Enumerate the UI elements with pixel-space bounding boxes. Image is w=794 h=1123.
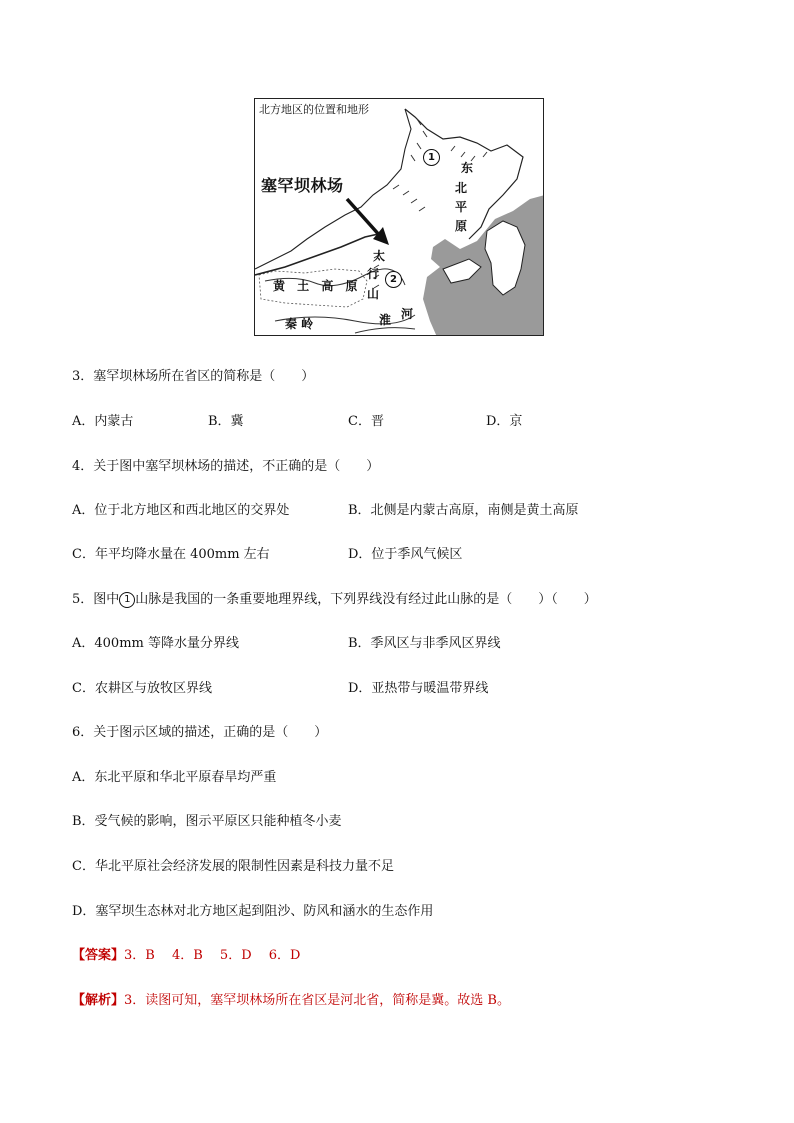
taihang-char-2: 行 xyxy=(367,267,380,281)
taihang-char-3: 山 xyxy=(367,287,380,301)
map-graphic xyxy=(255,99,544,336)
q3-option-c: C．晋 xyxy=(348,414,384,429)
question-6-stem: 6．关于图示区域的描述，正确的是（ ） xyxy=(72,725,328,740)
q3-option-d: D．京 xyxy=(486,414,523,429)
q4-option-c: C．年平均降水量在 400mm 左右 xyxy=(72,547,270,562)
question-5-stem xyxy=(72,588,597,608)
question-3-stem: 3．塞罕坝林场所在省区的简称是（ ） xyxy=(72,369,315,384)
q5-stem-after: 山脉是我国的一条重要地理界线，下列界线没有经过此山脉的是（ ）（ ） xyxy=(135,592,597,607)
north-region-map xyxy=(254,98,544,336)
q6-option-a: A．东北平原和华北平原春旱均严重 xyxy=(72,770,277,785)
loess-plateau-label: 黄 土 高 原 xyxy=(273,279,362,293)
q6-option-b: B．受气候的影响，图示平原区只能种植冬小麦 xyxy=(72,814,342,829)
ne-plain-char-2: 北 xyxy=(455,181,468,195)
ne-plain-char-3: 平 xyxy=(455,200,468,214)
he-label: 河 xyxy=(401,307,414,321)
analysis-line xyxy=(72,989,510,1008)
q6-option-c: C．华北平原社会经济发展的限制性因素是科技力量不足 xyxy=(72,859,394,874)
taihang-char-1: 太 xyxy=(373,249,386,263)
q3-option-b: B．冀 xyxy=(208,414,244,429)
huai-label: 淮 xyxy=(379,313,392,327)
circle-marker-2: 2 xyxy=(385,271,402,288)
q5-option-d: D．亚热带与暖温带界线 xyxy=(348,681,489,696)
analysis-text: 3．读图可知，塞罕坝林场所在省区是河北省，简称是冀。故选 B。 xyxy=(124,993,510,1008)
answer-tag: 【答案】 xyxy=(72,948,125,963)
answer-line xyxy=(72,944,300,963)
ne-plain-char-1: 东 xyxy=(461,161,474,175)
ne-plain-char-4: 原 xyxy=(455,219,468,233)
q5-stem-before: 5．图中 xyxy=(72,592,120,607)
answer-text: 3．B 4．B 5．D 6．D xyxy=(124,948,301,963)
q4-option-d: D．位于季风气候区 xyxy=(348,547,463,562)
q5-option-b: B．季风区与非季风区界线 xyxy=(348,636,501,651)
q5-option-c: C．农耕区与放牧区界线 xyxy=(72,681,212,696)
q6-option-d: D．塞罕坝生态林对北方地区起到阻沙、防风和涵水的生态作用 xyxy=(72,904,434,919)
circle-marker-1: 1 xyxy=(423,149,440,166)
map-title: 北方地区的位置和地形 xyxy=(259,103,369,116)
forest-label: 塞罕坝林场 xyxy=(261,176,344,195)
q5-circle-marker: 1 xyxy=(119,592,135,608)
qinling-label: 秦 岭 xyxy=(285,317,314,331)
q5-option-a: A．400mm 等降水量分界线 xyxy=(72,636,239,651)
question-4-stem: 4．关于图中塞罕坝林场的描述，不正确的是（ ） xyxy=(72,459,380,474)
q3-option-a: A．内蒙古 xyxy=(72,414,134,429)
q4-option-b: B．北侧是内蒙古高原，南侧是黄土高原 xyxy=(348,503,579,518)
q4-option-a: A．位于北方地区和西北地区的交界处 xyxy=(72,503,290,518)
analysis-tag: 【解析】 xyxy=(72,993,125,1008)
